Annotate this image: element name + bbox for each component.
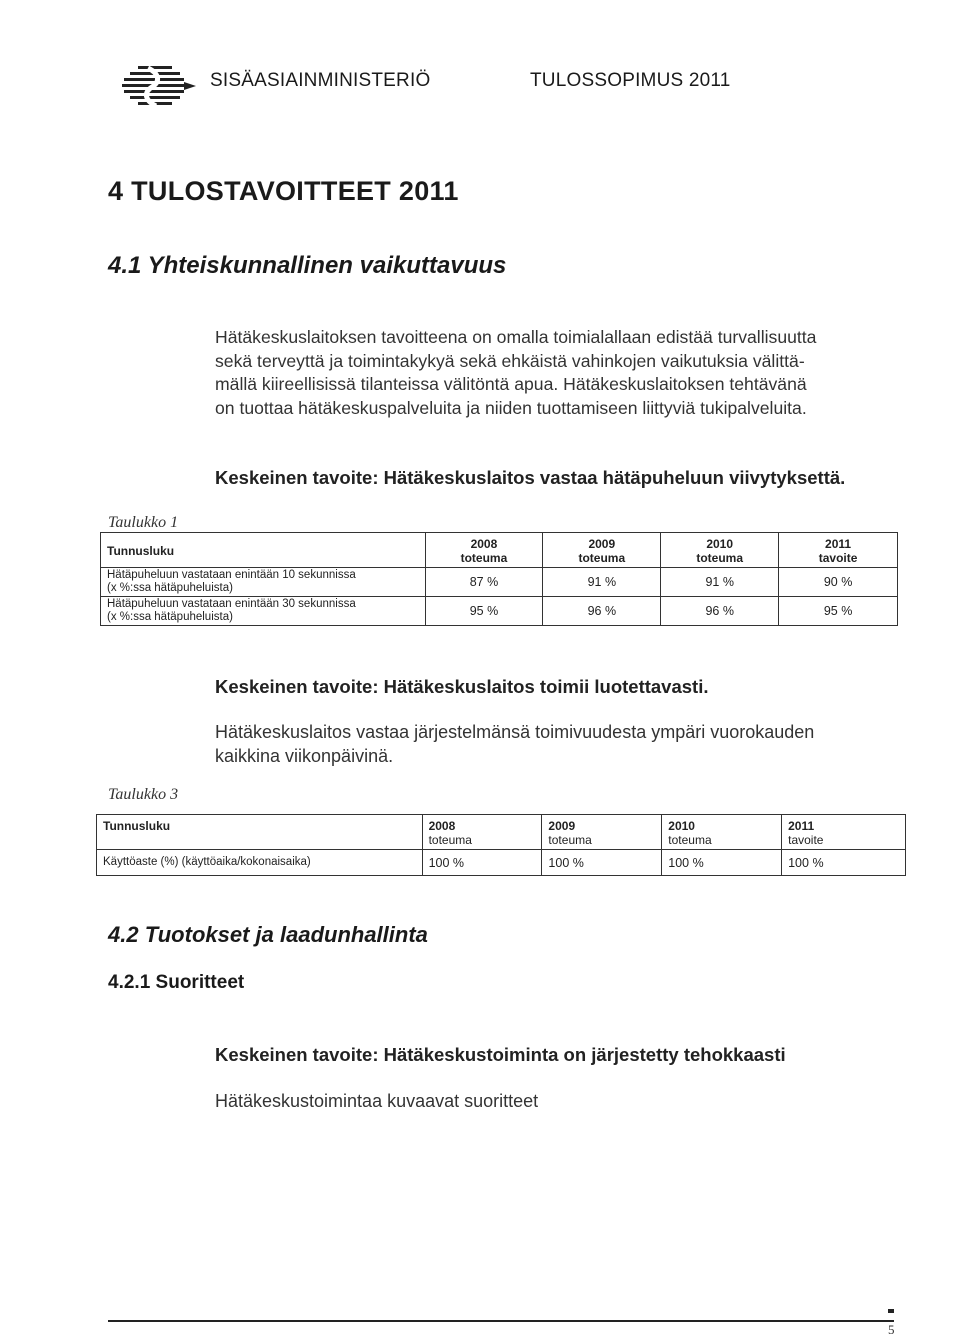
document-title: TULOSSOPIMUS 2011 — [530, 70, 731, 91]
table-cell: 91 % — [661, 568, 779, 597]
ministry-logo — [108, 60, 198, 112]
intro-paragraph — [215, 326, 816, 420]
subsection-heading: 4.2 Tuotokset ja laadunhallinta — [108, 922, 428, 947]
paragraph-line: Hätäkeskuslaitoksen tavoitteena on omalla toimialallaan edistää turvallisuutta — [215, 327, 817, 347]
table-cell: 100 % — [662, 850, 782, 876]
table-row — [101, 597, 898, 626]
subsubsection-heading: 4.2.1 Suoritteet — [108, 972, 245, 993]
subsection-heading: 4.1 Yhteiskunnallinen vaikuttavuus — [108, 252, 507, 279]
page-mark — [888, 1309, 894, 1313]
paragraph-line: kaikkina viikonpäivinä. — [215, 746, 394, 766]
table-header-cell: 2009 toteuma — [542, 815, 662, 850]
table-cell: 100 % — [782, 850, 906, 876]
table-caption: Taulukko 3 — [108, 786, 179, 803]
table-cell: 91 % — [543, 568, 661, 597]
table-cell: 100 % — [542, 850, 662, 876]
table-cell: 90 % — [779, 568, 898, 597]
table-indicators-3 — [96, 814, 906, 876]
table-header-cell: Tunnusluku — [101, 533, 426, 568]
table-row-label: Hätäpuheluun vastataan enintään 10 sekunnissa (x %:ssa hätäpuheluista) — [101, 568, 426, 597]
table-header-cell: 2009 toteuma — [543, 533, 661, 568]
table-header-cell: 2010 toteuma — [661, 533, 779, 568]
table-header-cell: Tunnusluku — [97, 815, 423, 850]
table-header-row — [97, 815, 906, 850]
page-number: 5 — [888, 1322, 895, 1337]
key-goal-heading: Keskeinen tavoite: Hätäkeskuslaitos vastaa hätäpuheluun viivytyksettä. — [215, 467, 846, 488]
table-indicators-1 — [100, 532, 898, 626]
table-header-cell: 2011 tavoite — [779, 533, 898, 568]
table-row-label: Hätäpuheluun vastataan enintään 30 sekunnissa (x %:ssa hätäpuheluista) — [101, 597, 426, 626]
table-cell: 96 % — [543, 597, 661, 626]
table-header-cell: 2011 tavoite — [782, 815, 906, 850]
paragraph-line: Hätäkeskuslaitos vastaa järjestelmänsä toimivuudesta ympäri vuorokauden — [215, 722, 815, 742]
table-row-label: Käyttöaste (%) (käyttöaika/kokonaisaika) — [97, 850, 423, 876]
table-header-cell: 2008 toteuma — [425, 533, 543, 568]
ministry-name: SISÄASIAINMINISTERIÖ — [210, 70, 431, 91]
paragraph-line: on tuottaa hätäkeskuspalveluita ja niiden tuottamiseen liittyviä tukipalveluita. — [215, 397, 807, 418]
table-header-cell: 2008 toteuma — [422, 815, 542, 850]
footer-rule — [108, 1320, 894, 1322]
table-cell: 96 % — [661, 597, 779, 626]
table-row — [101, 568, 898, 597]
outputs-text: Hätäkeskustoimintaa kuvaavat suoritteet — [215, 1091, 539, 1111]
table-cell: 100 % — [422, 850, 542, 876]
paragraph-line: mällä kiireellisissä tilanteissa välitöntä apua. Hätäkeskuslaitoksen tehtävänä — [215, 374, 807, 394]
key-goal-heading: Keskeinen tavoite: Hätäkeskustoiminta on järjestetty tehokkaasti — [215, 1044, 786, 1065]
table-header-row — [101, 533, 898, 568]
reliability-paragraph — [215, 720, 814, 768]
paragraph-line: sekä terveyttä ja toimintakykyä sekä ehkäistä vahinkojen vaikutuksia välittä- — [215, 350, 805, 371]
section-heading: 4 TULOSTAVOITTEET 2011 — [108, 176, 459, 206]
table-caption: Taulukko 1 — [108, 514, 179, 531]
table-cell: 87 % — [425, 568, 543, 597]
table-cell: 95 % — [779, 597, 898, 626]
table-header-cell: 2010 toteuma — [662, 815, 782, 850]
table-cell: 95 % — [425, 597, 543, 626]
key-goal-heading: Keskeinen tavoite: Hätäkeskuslaitos toimii luotettavasti. — [215, 676, 709, 697]
table-row — [97, 850, 906, 876]
